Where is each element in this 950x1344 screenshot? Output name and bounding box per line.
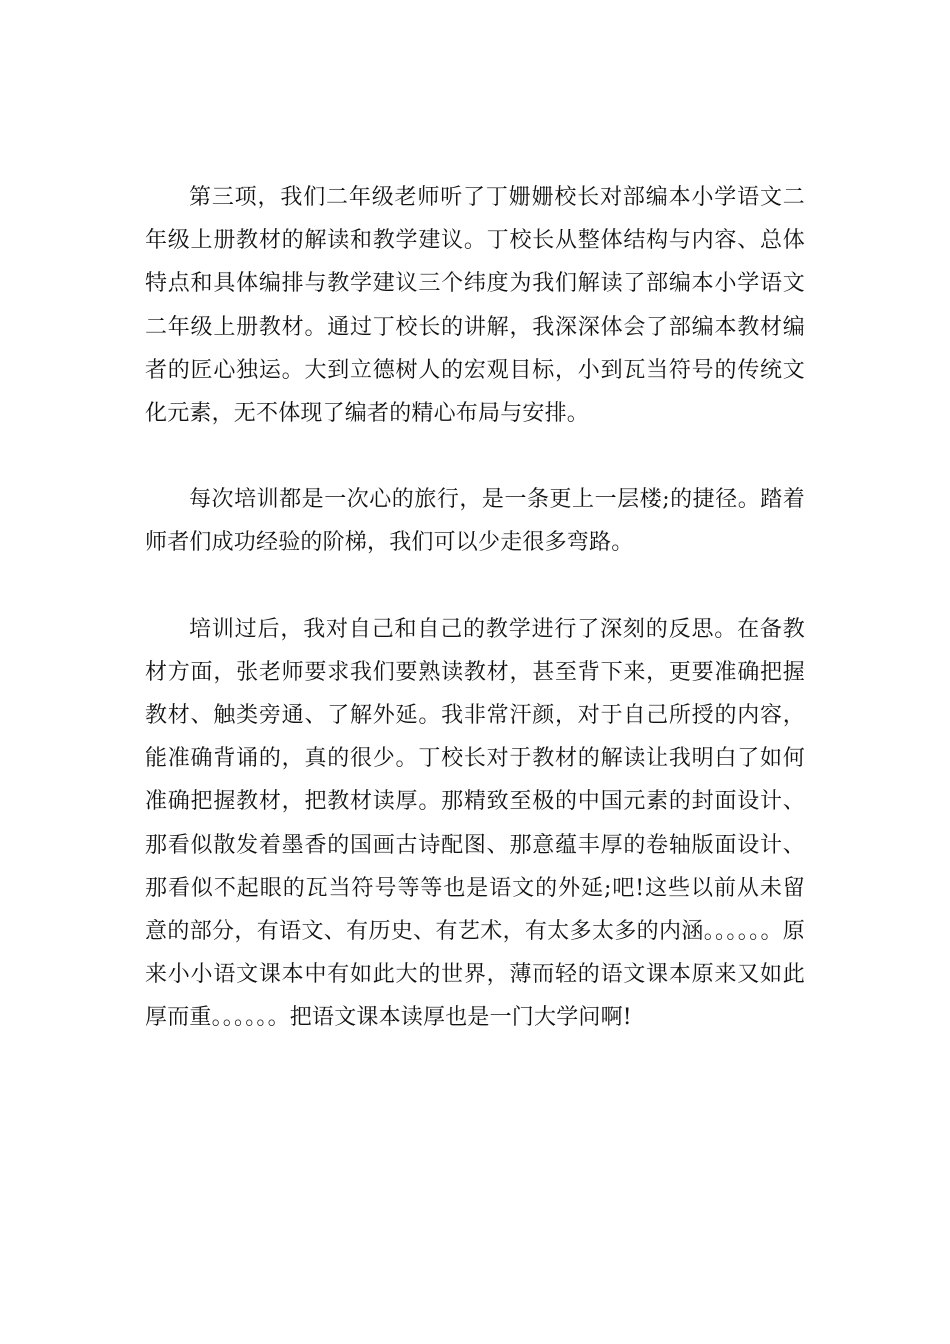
paragraph-reflection: 培训过后，我对自己和自己的教学进行了深刻的反思。在备教材方面，张老师要求我们要熟读教材，甚至背下来，更要准确把握教材、触类旁通、了解外延。我非常汗颜，对于自己所授的内容，能准确背诵的，真的很少。丁校长对于教材的解读让我明白了如何准确把握教材，把教材读厚。那精致至极的中国元素的封面设计、那看似散发着墨香的国画古诗配图、那意蕴丰厚的卷轴版面设计、那看似不起眼的瓦当符号等等也是语文的外延;吧!这些以前从未留意的部分，有语文、有历史、有艺术，有太多太多的内涵。。。。。。原来小小语文课本中有如此大的世界，薄而轻的语文课本原来又如此厚而重。。。。。。把语文课本读厚也是一门大学问啊!: [145, 616, 805, 1031]
document-body: [145, 176, 805, 1040]
paragraph-training-item-three: 第三项，我们二年级老师听了丁姗姗校长对部编本小学语文二年级上册教材的解读和教学建议。丁校长从整体结构与内容、总体特点和具体编排与教学建议三个纬度为我们解读了部编本小学语文二年级上册教材。通过丁校长的讲解，我深深体会了部编本教材编者的匠心独运。大到立德树人的宏观目标，小到瓦当符号的传统文化元素，无不体现了编者的精心布局与安排。: [145, 185, 805, 427]
paragraph-training-journey: 每次培训都是一次心的旅行，是一条更上一层楼;的捷径。踏着师者们成功经验的阶梯，我们可以少走很多弯路。: [145, 487, 805, 556]
